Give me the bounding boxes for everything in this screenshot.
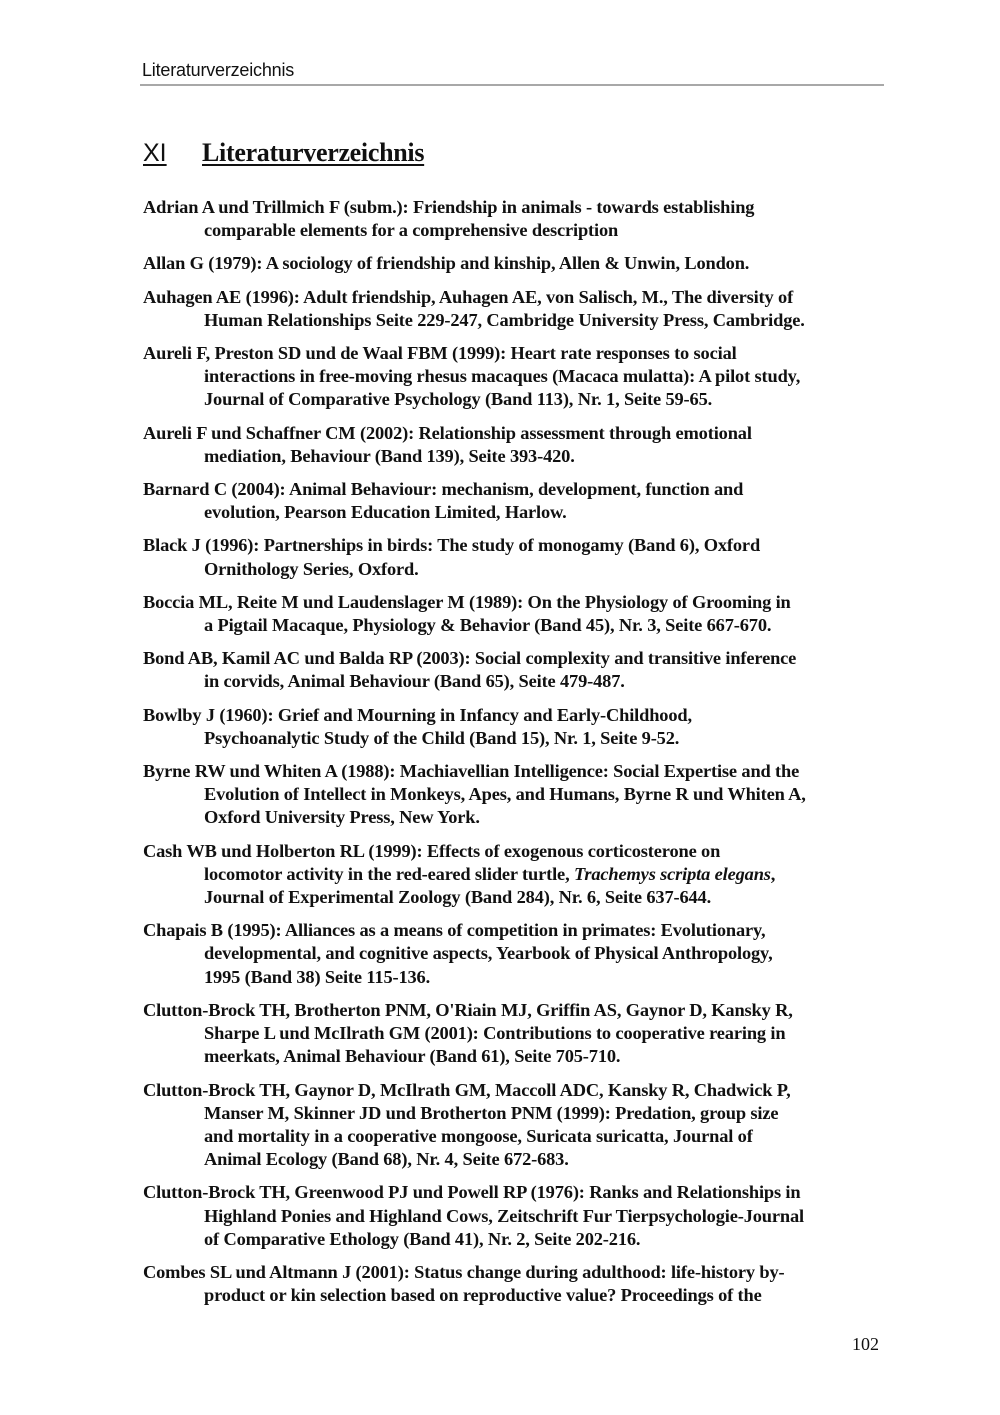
- reference-line: Chapais B (1995): Alliances as a means of competition in primates: Evolutionary,: [143, 920, 766, 941]
- reference-line: Sharpe L und McIlrath GM (2001): Contributions to cooperative rearing in: [204, 1023, 786, 1044]
- reference-line: 1995 (Band 38) Seite 115-136.: [204, 966, 431, 987]
- reference-line: Boccia ML, Reite M und Laudenslager M (1989): On the Physiology of Grooming in: [143, 591, 791, 612]
- reference-entry: [143, 422, 903, 468]
- reference-entry: [143, 478, 903, 524]
- reference-entry: [143, 591, 903, 637]
- reference-line: a Pigtail Macaque, Physiology & Behavior (Band 45), Nr. 3, Seite 667-670.: [204, 615, 772, 636]
- reference-line: Bowlby J (1960): Grief and Mourning in Infancy and Early-Childhood,: [143, 704, 692, 725]
- reference-line: Clutton-Brock TH, Greenwood PJ und Powell RP (1976): Ranks and Relationships in: [143, 1182, 801, 1203]
- reference-entry: [143, 1181, 903, 1251]
- header-rule: [140, 84, 884, 86]
- reference-line: in corvids, Animal Behaviour (Band 65), Seite 479-487.: [204, 671, 625, 692]
- chapter-heading: [143, 138, 424, 174]
- reference-line: comparable elements for a comprehensive description: [204, 220, 619, 241]
- reference-line: Byrne RW und Whiten A (1988): Machiavellian Intelligence: Social Expertise and the: [143, 761, 800, 782]
- reference-line: Highland Ponies and Highland Cows, Zeitschrift Fur Tierpsychologie-Journal: [204, 1205, 804, 1226]
- reference-line: Evolution of Intellect in Monkeys, Apes, and Humans, Byrne R und Whiten A,: [204, 784, 806, 805]
- reference-list: [143, 196, 903, 1317]
- reference-text: locomotor activity in the red-eared slider turtle,: [204, 863, 574, 884]
- reference-line: [143, 863, 903, 886]
- reference-line: mediation, Behaviour (Band 139), Seite 393-420.: [204, 445, 575, 466]
- reference-line: Ornithology Series, Oxford.: [204, 558, 419, 579]
- species-name: Trachemys scripta elegans: [573, 863, 771, 884]
- reference-line: Adrian A und Trillmich F (subm.): Friendship in animals - towards establishing: [143, 197, 755, 217]
- reference-entry: [143, 342, 903, 412]
- reference-line: Bond AB, Kamil AC und Balda RP (2003): Social complexity and transitive inference: [143, 648, 797, 669]
- reference-entry: [143, 196, 903, 242]
- reference-line: Clutton-Brock TH, Brotherton PNM, O'Riain MJ, Griffin AS, Gaynor D, Kansky R,: [143, 999, 793, 1020]
- reference-line: interactions in free-moving rhesus macaques (Macaca mulatta): A pilot study,: [204, 366, 801, 387]
- reference-line: Allan G (1979): A sociology of friendship and kinship, Allen & Unwin, London.: [143, 253, 750, 274]
- running-header: Literaturverzeichnis: [142, 60, 295, 80]
- reference-line: Manser M, Skinner JD und Brotherton PNM (1999): Predation, group size: [204, 1102, 779, 1123]
- reference-line: Combes SL und Altmann J (2001): Status change during adulthood: life-history by-: [143, 1261, 785, 1282]
- reference-line: Oxford University Press, New York.: [204, 807, 480, 828]
- reference-entry: [143, 647, 903, 693]
- reference-text: ,: [770, 863, 776, 884]
- reference-entry: [143, 760, 903, 830]
- reference-entry: [143, 252, 903, 275]
- reference-line: Aureli F und Schaffner CM (2002): Relationship assessment through emotional: [143, 422, 752, 443]
- reference-line: Aureli F, Preston SD und de Waal FBM (1999): Heart rate responses to social: [143, 343, 737, 364]
- reference-line: Journal of Comparative Psychology (Band 113), Nr. 1, Seite 59-65.: [204, 389, 713, 410]
- page-number: 102: [852, 1334, 879, 1354]
- reference-entry: [143, 999, 903, 1069]
- reference-line: and mortality in a cooperative mongoose, Suricata suricatta, Journal of: [204, 1125, 753, 1146]
- reference-line: developmental, and cognitive aspects, Yearbook of Physical Anthropology,: [204, 943, 773, 964]
- reference-entry: [143, 1261, 903, 1307]
- reference-line: Barnard C (2004): Animal Behaviour: mechanism, development, function and: [143, 479, 744, 500]
- reference-line: of Comparative Ethology (Band 41), Nr. 2, Seite 202-216.: [204, 1228, 641, 1249]
- reference-line: meerkats, Animal Behaviour (Band 61), Seite 705-710.: [204, 1046, 621, 1067]
- reference-line: Journal of Experimental Zoology (Band 284), Nr. 6, Seite 637-644.: [204, 887, 712, 908]
- reference-line: Cash WB und Holberton RL (1999): Effects of exogenous corticosterone on: [143, 840, 721, 861]
- chapter-number: XI: [143, 139, 167, 167]
- reference-line: Clutton-Brock TH, Gaynor D, McIlrath GM, Maccoll ADC, Kansky R, Chadwick P,: [143, 1079, 791, 1100]
- chapter-title: Literaturverzeichnis: [202, 138, 425, 167]
- reference-line: Auhagen AE (1996): Adult friendship, Auhagen AE, von Salisch, M., The diversity of: [143, 286, 794, 307]
- reference-line: Psychoanalytic Study of the Child (Band 15), Nr. 1, Seite 9-52.: [204, 727, 680, 748]
- reference-line: Human Relationships Seite 229-247, Cambridge University Press, Cambridge.: [204, 309, 805, 330]
- reference-entry: [143, 919, 903, 989]
- reference-entry: [143, 840, 903, 910]
- reference-entry: [143, 1079, 903, 1172]
- reference-entry: [143, 704, 903, 750]
- reference-entry: [143, 534, 903, 580]
- reference-line: Black J (1996): Partnerships in birds: The study of monogamy (Band 6), Oxford: [143, 535, 761, 556]
- reference-line: Animal Ecology (Band 68), Nr. 4, Seite 672-683.: [204, 1149, 569, 1170]
- reference-line: evolution, Pearson Education Limited, Harlow.: [204, 502, 567, 523]
- reference-entry: [143, 286, 903, 332]
- reference-line: product or kin selection based on reproductive value? Proceedings of the: [204, 1285, 762, 1306]
